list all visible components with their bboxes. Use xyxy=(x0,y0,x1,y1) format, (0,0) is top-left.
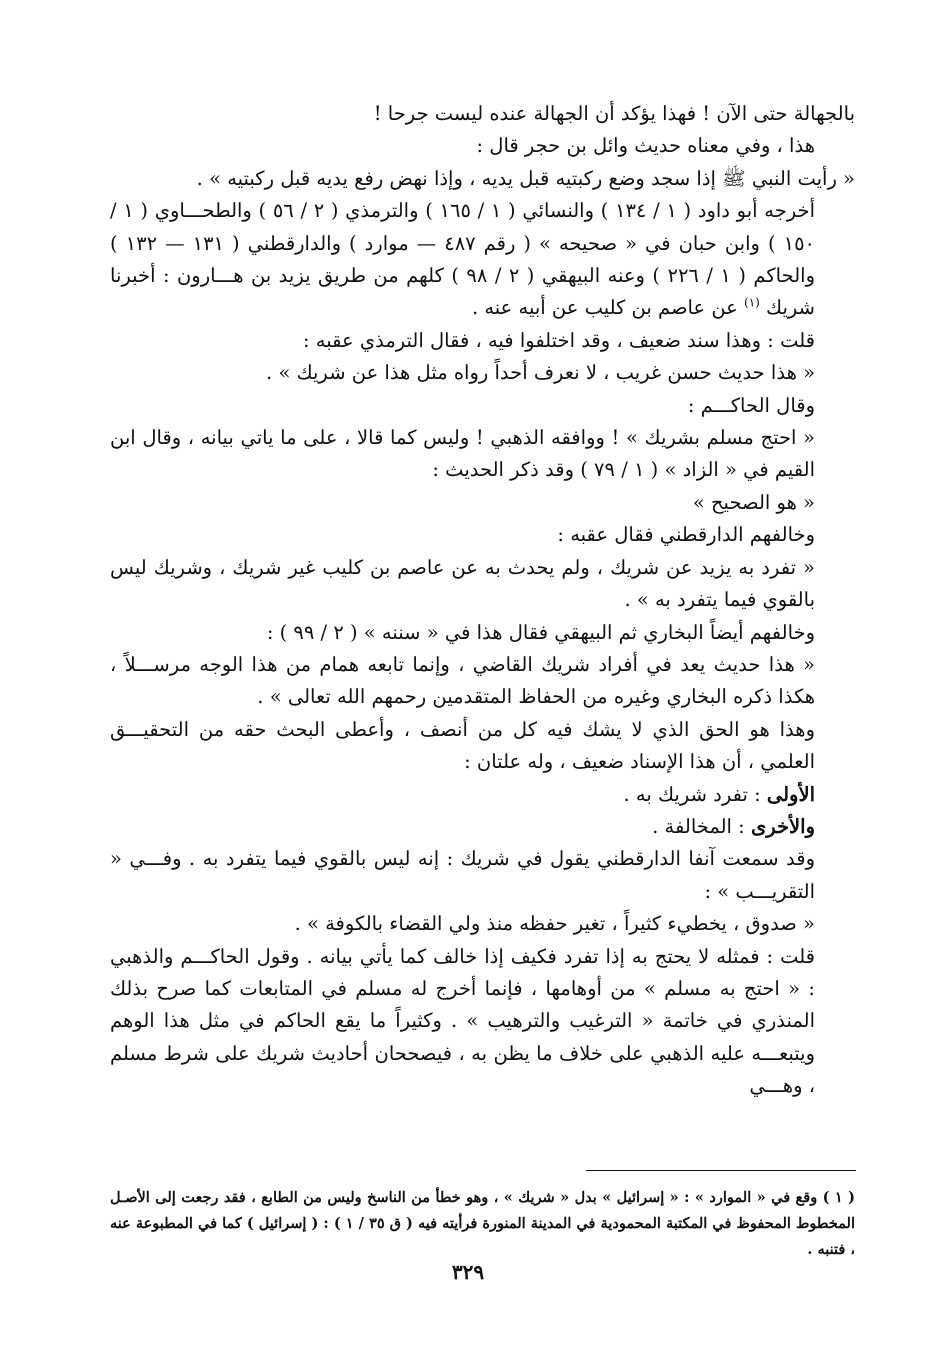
hadith-quote: « رأيت النبي ﷺ إذا سجد وضع ركبتيه قبل يديه ، وإذا نهض رفع يديه قبل ركبتيه » . xyxy=(196,166,855,190)
footnote-marker: (١) xyxy=(744,295,760,310)
main-text xyxy=(110,98,855,1103)
footnote xyxy=(110,1185,855,1263)
page-number: ٣٢٩ xyxy=(451,1260,485,1284)
takhrij-tail: عن عاصم بن كليب عن أبيه عنه . xyxy=(471,296,738,320)
text-line: وقد سمعت آنفا الدارقطني يقول في شريك : إنه ليس بالقوي فيما يتفرد به . وفـــي « التقريـــب » : xyxy=(110,847,815,903)
text-line: وقال الحاكـــم : xyxy=(687,393,815,417)
text-line: قلت : وهذا سند ضعيف ، وقد اختلفوا فيه ، فقال الترمذي عقبه : xyxy=(303,328,815,352)
text-line: قلت : فمثله لا يحتج به إذا تفرد فكيف إذا خالف كما يأتي بيانه . وقول الحاكـــم والذهبي : « احتج به مسلم » من أوهامها ، فإنما أخرج له مسلم في المتابعات كما صرح بذلك المنذري في خاتمة « الترغيب والترهيب » . وكثيراً ما يقع الحاكم في مثل هذا الوهم ويتبعـــه عليه الذهبي على خلاف ما يظن به ، فيصححان أحاديث شريك على شرط مسلم ، وهـــي xyxy=(110,944,815,1098)
text-line xyxy=(110,811,855,843)
text-line: بالجهالة حتى الآن ! فهذا يؤكد أن الجهالة عنده ليست جرحا ! xyxy=(373,102,855,125)
text-line: وهذا هو الحق الذي لا يشك فيه كل من أنصف ، وأعطى البحث حقه من التحقيـــق العلمي ، أن هذا الإسناد ضعيف ، وله علتان : xyxy=(110,717,815,774)
text-line: « احتج مسلم بشريك » ! ووافقه الذهبي ! وليس كما قالا ، على ما ياتي بيانه ، وقال ابن القيم في « الزاد » ( ١ / ٧٩ ) وقد ذكر الحديث : xyxy=(110,426,815,482)
first-defect-text: : تفرد شريك به . xyxy=(623,782,761,806)
text-line: « هذا حديث حسن غريب ، لا نعرف أحداً رواه مثل هذا عن شريك » . xyxy=(266,361,815,385)
text-line: وخالفهم أيضاً البخاري ثم البيهقي فقال هذا في « سننه » ( ٢ / ٩٩ ) : xyxy=(266,620,815,644)
text-line: « هو الصحيح » xyxy=(692,490,815,514)
takhrij-text: أخرجه أبو داود ( ١ / ١٣٤ ) والنسائي ( ١ / ١٦٥ ) والترمذي ( ٢ / ٥٦ ) والطحـــاوي ( ١ / ١٥٠ ) وابن حبان في « صحيحه » ( رقم ٤٨٧ — موارد ) والدارقطني ( ١٣١ — ١٣٢ ) والحاكم ( ١ / ٢٢٦ ) وعنه البيهقي ( ٢ / ٩٨ ) كلهم من طريق يزيد بن هـــارون : أخبرنا شريك xyxy=(110,199,816,320)
text-line xyxy=(110,779,855,811)
text-line xyxy=(110,195,855,325)
second-defect-label: والأخرى xyxy=(750,814,815,838)
text-line: هذا ، وفي معناه حديث وائل بن حجر قال : xyxy=(476,134,815,158)
footnote-text: ( ١ ) وقع في « الموارد » : « إسرائيل » بدل « شريك » ، وهو خطأ من الناسخ وليس من الطابع ، فقد رجعت إلى الأصـل المخطوط المحفوظ في المكتبة المحمودية في المدينة المنورة فرأيته فيه ( ق ٣٥ / ١ ) : ( إسرائيل ) كما في المطبوعة عنه ، فتنبه . xyxy=(110,1189,855,1258)
text-line: « صدوق ، يخطيء كثيراً ، تغير حفظه منذ ولي القضاء بالكوفة » . xyxy=(294,912,815,936)
text-line: وخالفهم الدارقطني فقال عقبه : xyxy=(557,523,815,547)
second-defect-text: : المخالفة . xyxy=(652,814,745,838)
text-line: « هذا حديث يعد في أفراد شريك القاضي ، وإنما تابعه همام من هذا الوجه مرســـلاً ، هكذا ذكره البخاري وغيره من الحفاظ المتقدمين رحمهم الله تعالى » . xyxy=(110,652,815,709)
text-line: « تفرد به يزيد عن شريك ، ولم يحدث به عن عاصم بن كليب غير شريك ، وشريك ليس بالقوي فيما يتفرد به » . xyxy=(110,555,815,612)
first-defect-label: الأولى xyxy=(766,782,815,806)
footnote-divider xyxy=(586,1170,856,1171)
